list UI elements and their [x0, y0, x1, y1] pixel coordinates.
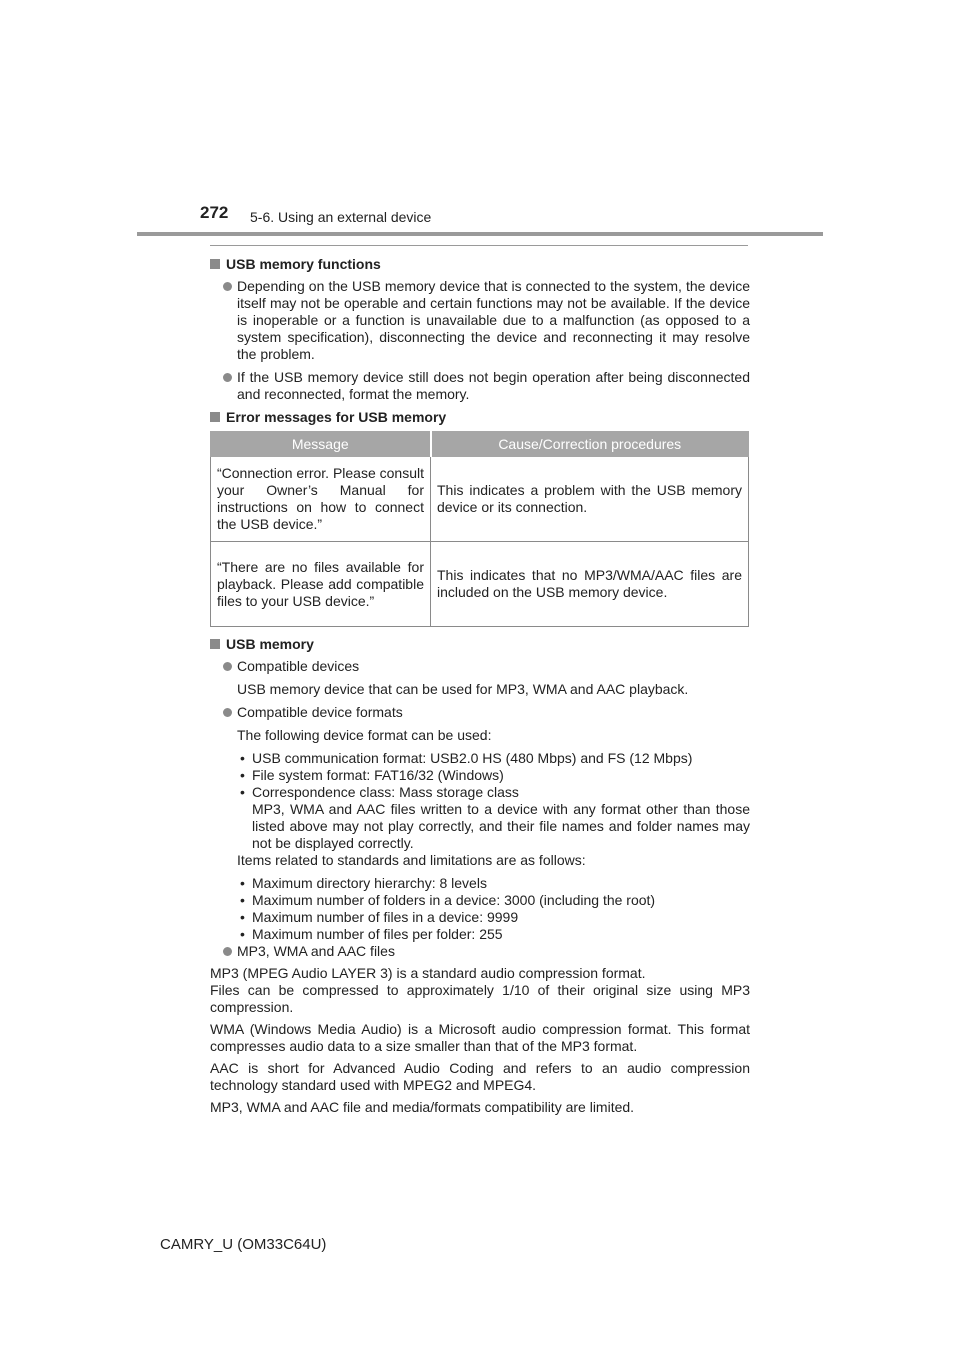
table-row	[211, 457, 749, 542]
square-bullet-icon	[210, 412, 220, 422]
header-rule	[137, 232, 823, 236]
square-bullet-icon	[210, 259, 220, 269]
bullet-text: Compatible devices	[237, 658, 360, 674]
list-item-text: Maximum number of files in a device: 9999	[252, 909, 519, 925]
files-bullet	[210, 943, 750, 960]
heading-text: USB memory	[226, 636, 314, 652]
list-item-text: File system format: FAT16/32 (Windows)	[252, 767, 504, 783]
bullet-text: MP3, WMA and AAC files	[237, 943, 395, 959]
cause-cell: This indicates a problem with the USB memory device or its connection.	[431, 457, 749, 542]
list-item: • Maximum number of files per folder: 255	[240, 926, 503, 942]
heading-text: USB memory functions	[226, 256, 381, 272]
square-bullet-icon	[210, 639, 220, 649]
content-rule	[210, 245, 748, 246]
table-row	[211, 542, 749, 627]
bullet-text: If the USB memory device still does not begin operation after being disconnected and reconnected, format the memory.	[237, 369, 750, 402]
page-number: 272	[200, 203, 229, 222]
list-item: • Correspondence class: Mass storage class MP3, WMA and AAC files written to a device with any format other than those listed above may not play correctly, and their file names and folder names may not be displayed correctly.	[240, 784, 750, 851]
circle-bullet-icon	[223, 282, 232, 291]
compatible-formats-bullet	[210, 704, 750, 721]
limits-intro: Items related to standards and limitations are as follows:	[237, 852, 586, 868]
footer-model: CAMRY_U (OM33C64U)	[160, 1236, 327, 1253]
usb-functions-heading	[210, 256, 750, 273]
files-paragraph: MP3 (MPEG Audio LAYER 3) is a standard audio compression format.	[210, 965, 646, 981]
message-cell: “There are no files available for playback. Please add compatible files to your USB device.”	[211, 542, 431, 627]
usb-memory-heading	[210, 636, 750, 653]
compatible-devices-bullet	[210, 658, 750, 675]
usb-functions-bullet	[210, 369, 750, 403]
list-item-text: Maximum directory hierarchy: 8 levels	[252, 875, 487, 891]
column-header-cause: Cause/Correction procedures	[431, 432, 749, 457]
bullet-text: Depending on the USB memory device that is connected to the system, the device itself may not be operable and certain functions may not be available. If the device is inoperable or a function is unavailable due to a malfunction (as opposed to a system specification), disconnecting the device and reconnecting it may resolve the problem.	[237, 278, 750, 362]
error-messages-heading	[210, 409, 750, 426]
list-item: • USB communication format: USB2.0 HS (480 Mbps) and FS (12 Mbps)	[240, 750, 693, 766]
list-item-note: MP3, WMA and AAC files written to a device with any format other than those listed above may not play correctly, and their file names and folder names may not be displayed correctly.	[252, 801, 750, 851]
list-item: • File system format: FAT16/32 (Windows)	[240, 767, 504, 783]
section-title: 5-6. Using an external device	[250, 209, 432, 225]
circle-bullet-icon	[223, 662, 232, 671]
files-paragraph: Files can be compressed to approximately 1/10 of their original size using MP3 compression.	[210, 982, 750, 1015]
cause-cell: This indicates that no MP3/WMA/AAC files are included on the USB memory device.	[431, 542, 749, 627]
circle-bullet-icon	[223, 708, 232, 717]
limits-list	[237, 875, 750, 943]
list-item-text: Correspondence class: Mass storage class	[252, 784, 519, 800]
message-cell: “Connection error. Please consult your Owner’s Manual for instructions on how to connect the USB device.”	[211, 457, 431, 542]
formats-intro: The following device format can be used:	[237, 727, 492, 743]
usb-functions-bullet	[210, 278, 750, 363]
files-paragraph: WMA (Windows Media Audio) is a Microsoft audio compression format. This format compresses audio data to a size smaller than that of the MP3 format.	[210, 1021, 750, 1054]
list-item-text: Maximum number of folders in a device: 3000 (including the root)	[252, 892, 656, 908]
table-header-row	[211, 432, 749, 457]
files-paragraph: MP3, WMA and AAC file and media/formats compatibility are limited.	[210, 1099, 635, 1115]
circle-bullet-icon	[223, 373, 232, 382]
list-item: • Maximum number of files in a device: 9999	[240, 909, 519, 925]
bullet-text: Compatible device formats	[237, 704, 403, 720]
circle-bullet-icon	[223, 947, 232, 956]
content	[210, 256, 750, 1121]
formats-list	[237, 750, 750, 852]
files-paragraph: AAC is short for Advanced Audio Coding and refers to an audio compression technology standard used with MPEG2 and MPEG4.	[210, 1060, 750, 1093]
compatible-devices-text: USB memory device that can be used for MP3, WMA and AAC playback.	[237, 681, 689, 697]
column-header-message: Message	[211, 432, 431, 457]
list-item-text: USB communication format: USB2.0 HS (480 Mbps) and FS (12 Mbps)	[252, 750, 693, 766]
heading-text: Error messages for USB memory	[226, 409, 447, 425]
error-messages-table	[210, 431, 749, 627]
list-item: • Maximum directory hierarchy: 8 levels	[240, 875, 487, 891]
list-item: • Maximum number of folders in a device: 3000 (including the root)	[240, 892, 656, 908]
list-item-text: Maximum number of files per folder: 255	[252, 926, 503, 942]
